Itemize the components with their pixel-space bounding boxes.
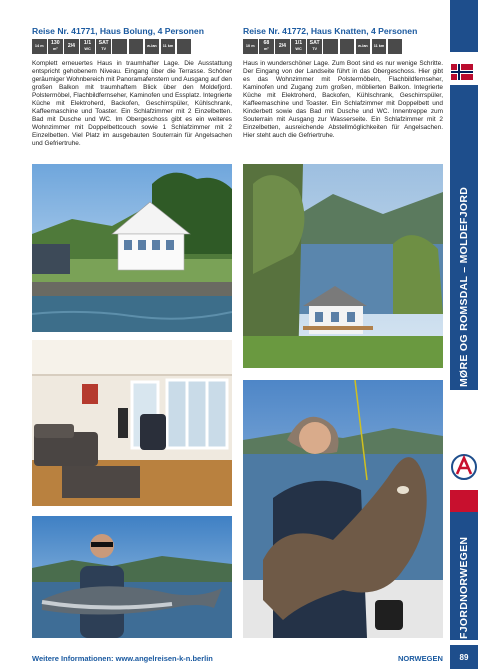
sidebar-red-marker [450,490,478,512]
bedrooms-icon: 2/4 [275,39,290,54]
region-label: MØRE OG ROMSDAL – MOLDEFJORD [458,186,470,387]
wifi-icon: w-lan [356,39,371,54]
size-icon: 14 m [32,39,47,54]
sat-tv-icon: SAT TV [96,39,111,54]
fishing-icon [177,39,192,54]
bedrooms-icon: 2/4 [64,39,79,54]
shop-icon: 11 km [161,39,176,54]
house-knatten-photo [243,164,443,368]
country-label: FJORDNORWEGEN [458,536,470,639]
wifi-icon: w-lan [145,39,160,54]
freezer-icon [129,39,144,54]
woman-with-halibut-photo [243,380,443,638]
area-icon: 130 m² [48,39,63,54]
freezer-icon [340,39,355,54]
sidebar-country-bar [450,512,478,640]
sidebar-top-bar [450,0,478,52]
footer-section: NORWEGEN [398,654,443,663]
page-number: 89 [450,645,478,669]
bath-wc-icon: 1/1 WC [291,39,306,54]
house-bolung-photo [32,164,232,332]
shop-icon: 11 km [372,39,387,54]
house-bolung-living-room-photo [32,340,232,506]
fishing-icon [388,39,403,54]
sat-tv-icon: SAT TV [307,39,322,54]
right-description: Haus in wunderschöner Lage. Zum Boot sind es nur wenige Schritte. Der Eingang von der Landseite führt in das Obergeschoss. Hier gibt es das Wohnzimmer mit Polstermöbeln, Flachbildfernseher, Kaminofen und Zugang zum großen, möblierten Balkon. Integrierte Küche mit Elektroherd, Backofen, Kühlschrank, Geschirrspüler, Kaffeemaschine und Toaster. Ein Schlafzimmer mit Doppelbett und Kinderbett sowie das Bad mit Dusche und WC. Innentreppe zum Souterrain mit Ausgang zur Wasserseite. Ein Schlafzimmer mit 2 Einzelbetten, ausreichende Abstellmöglichkeiten für Angelsachen. Hier steht auch die Gefriertruhe. [243,60,443,140]
size-icon: 10 m [243,39,258,54]
left-house-title: Reise Nr. 41771, Haus Bolung, 4 Personen [32,26,204,36]
left-description: Komplett erneuertes Haus in traumhafter Lage. Die Ausstattung entspricht gehobenem Niveau. Eingang über die Terrasse. Schöner geräumiger Wohnbereich mit Panoramafenstern und Ausgang auf den großen Balkon mit traumhaftem Blick über den Moldefjord. Polstermöbel, Flachbildfernseher, Kaminofen und Essplatz. Integrierte Küche mit Elektroherd, Backofen, Geschirrspüler, Kühlschrank, Kaffeemaschine und Toaster. Ein Schlafzimmer mit 2 Einzelbetten. Bad mit Dusche und WC. Im Obergeschoss gibt es ein weiteres Wohnzimmer mit Doppelbettcouch sowie 1 Schlafzimmer mit 2 Einzelbetten. Viel Platz im ausgebauten Souterrain für Angelsachen und Gefriertruhe. [32,60,232,148]
left-amenity-icons [32,39,191,54]
sidebar-region-bar [450,85,478,390]
bath-wc-icon: 1/1 WC [80,39,95,54]
dishwasher-icon [323,39,338,54]
angelreisen-logo-icon [450,452,478,482]
norway-flag-icon [450,64,474,80]
footer-info: Weitere Informationen: www.angelreisen-k-n.berlin [32,654,213,663]
man-with-fish-photo [32,516,232,638]
area-icon: 68 m² [259,39,274,54]
right-house-title: Reise Nr. 41772, Haus Knatten, 4 Personen [243,26,418,36]
dishwasher-icon [112,39,127,54]
right-amenity-icons [243,39,402,54]
